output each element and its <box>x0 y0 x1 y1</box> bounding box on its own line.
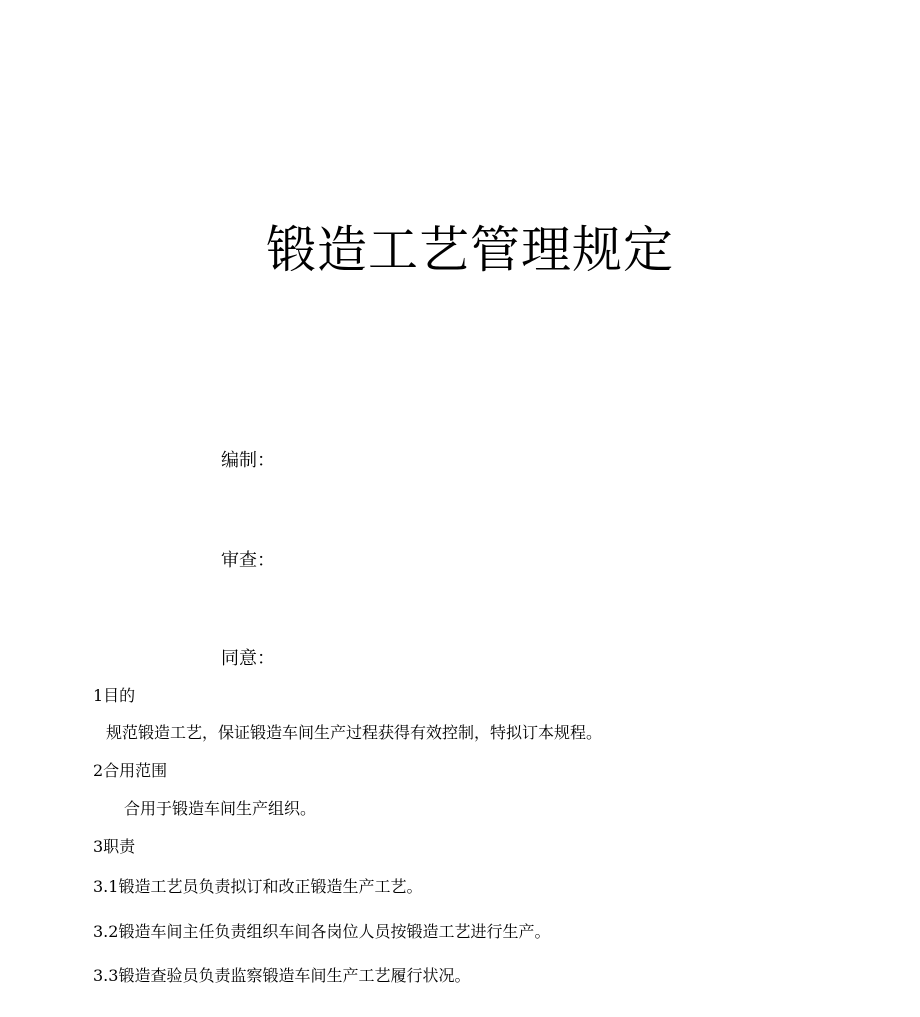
purpose-text: 规范锻造工艺，保证锻造车间生产过程获得有效控制，特拟订本规程。 <box>106 723 603 742</box>
scope-heading: 2合用范围 <box>93 761 168 780</box>
duty-item-3: 3.3锻造查验员负责监察锻造车间生产工艺履行状况。 <box>93 966 471 985</box>
scope-text: 合用于锻造车间生产组织。 <box>124 799 317 818</box>
duty-item-1: 3.1锻造工艺员负责拟订和改正锻造生产工艺。 <box>93 877 423 896</box>
purpose-heading: 1目的 <box>93 686 136 705</box>
reviewed-by-label: 审查： <box>221 550 275 571</box>
duties-heading: 3职责 <box>93 837 136 856</box>
duty-item-2: 3.2锻造车间主任负责组织车间各岗位人员按锻造工艺进行生产。 <box>93 922 551 941</box>
prepared-by-label: 编制： <box>221 450 275 471</box>
document-title: 锻造工艺管理规定 <box>266 221 674 279</box>
approved-by-label: 同意： <box>221 648 275 669</box>
